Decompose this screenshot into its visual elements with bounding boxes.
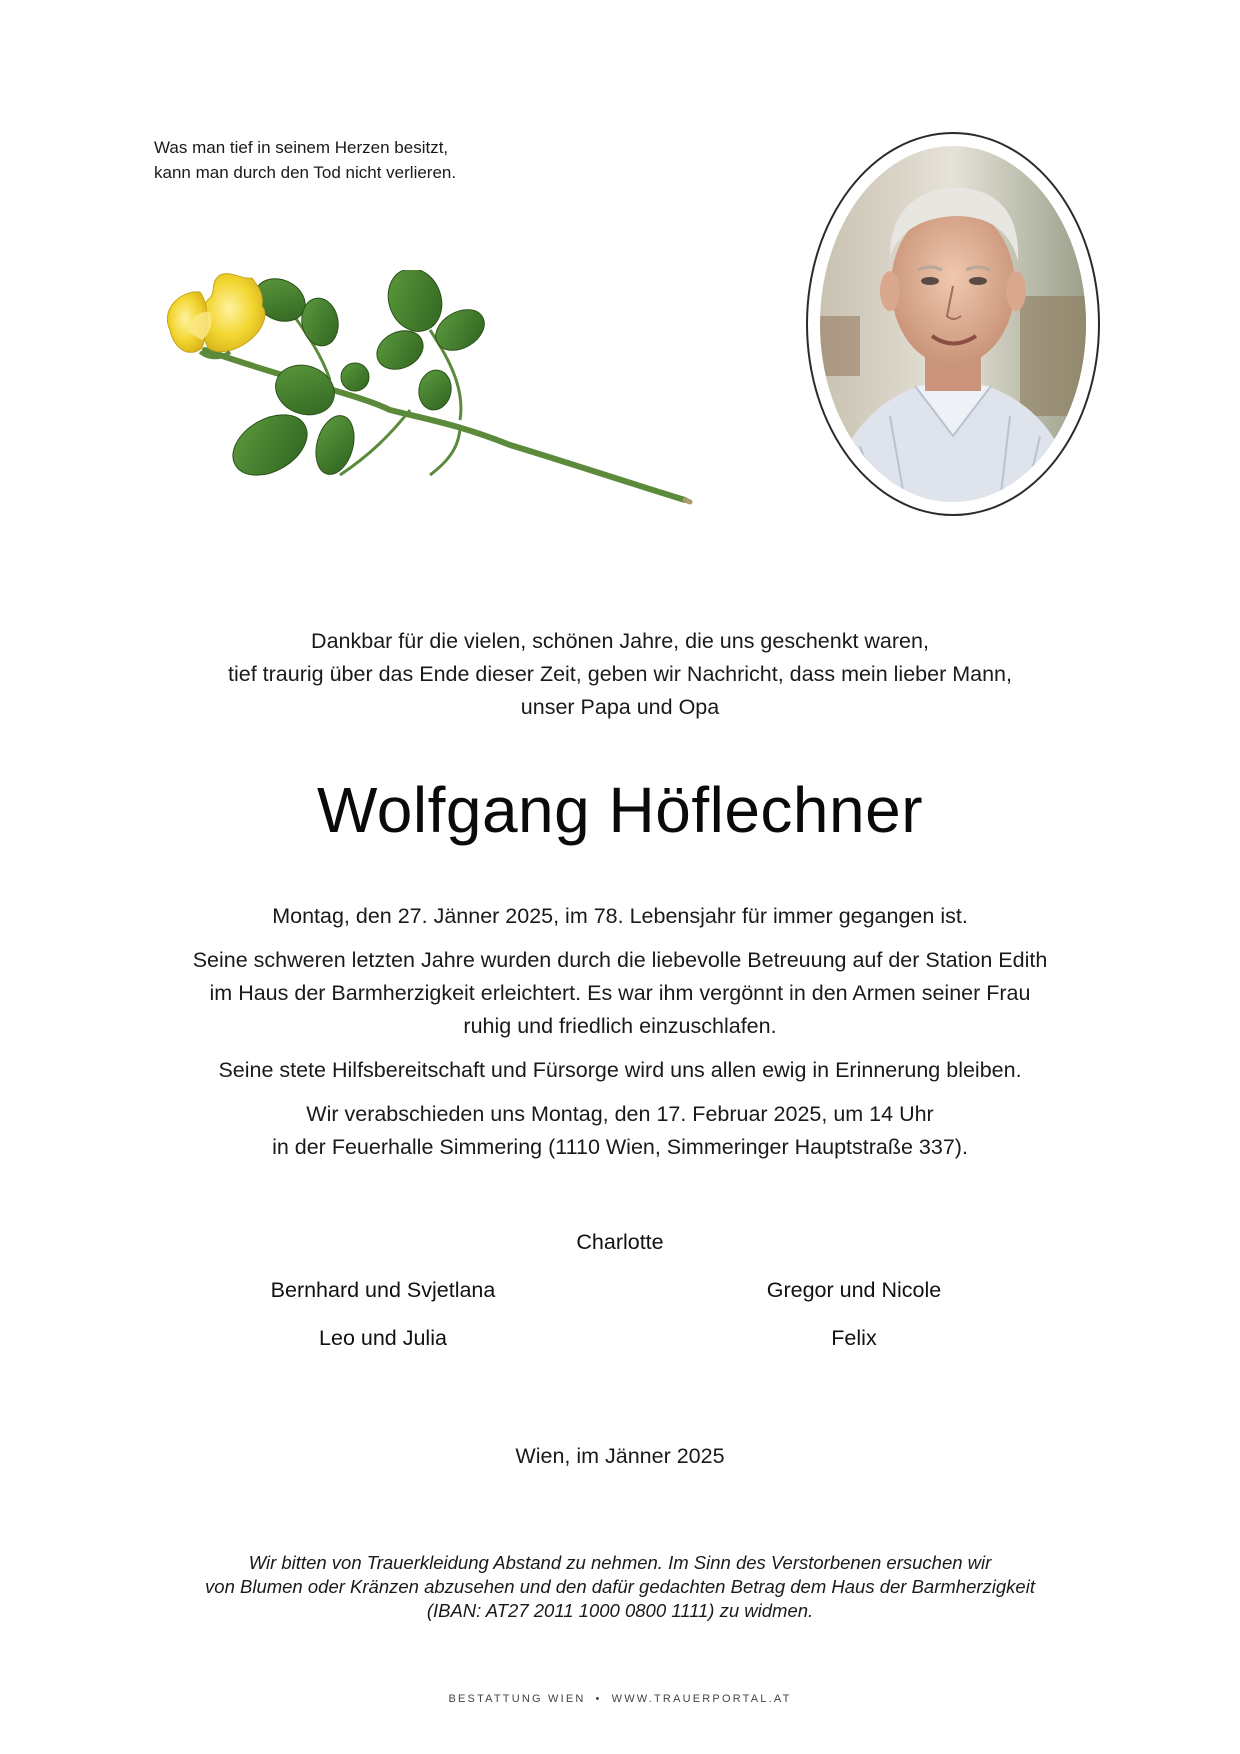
deceased-name: Wolfgang Höflechner <box>317 774 923 846</box>
care-line-3: ruhig und friedlich einzuschlafen. <box>463 1014 777 1038</box>
care-line-1: Seine schweren letzten Jahre wurden durch die liebevolle Betreuung auf der Station Edith <box>192 948 1048 972</box>
donation-note <box>0 1551 1240 1623</box>
mourner-left-2: Leo und Julia <box>319 1326 447 1350</box>
intro-text <box>0 625 1240 724</box>
mourner-left-1: Bernhard und Svjetlana <box>270 1278 496 1302</box>
note-line-2: von Blumen oder Kränzen abzusehen und den dafür gedachten Betrag dem Haus der Barmherzigkeit <box>205 1576 1035 1597</box>
portrait-photo <box>820 146 1086 502</box>
memory-line: Seine stete Hilfsbereitschaft und Fürsorge wird uns allen ewig in Erinnerung bleiben. <box>218 1058 1022 1082</box>
rose-bloom <box>167 274 265 358</box>
mourner-spouse: Charlotte <box>576 1230 664 1254</box>
motto-line-2: kann man durch den Tod nicht verlieren. <box>154 163 457 182</box>
intro-line-3: unser Papa und Opa <box>520 695 720 719</box>
footer <box>0 1693 1240 1705</box>
footer-separator: • <box>595 1693 602 1705</box>
farewell-line-2: in der Feuerhalle Simmering (1110 Wien, Simmeringer Hauptstraße 337). <box>272 1135 968 1159</box>
footer-company: BESTATTUNG WIEN <box>448 1693 586 1705</box>
note-line-3: (IBAN: AT27 2011 1000 0800 1111) zu widmen. <box>426 1600 814 1621</box>
mourner-right-1: Gregor und Nicole <box>766 1278 942 1302</box>
place-date: Wien, im Jänner 2025 <box>515 1444 725 1468</box>
footer-website-link[interactable]: WWW.TRAUERPORTAL.AT <box>611 1693 792 1705</box>
mourner-right-2: Felix <box>831 1326 877 1350</box>
motto-quote <box>154 135 456 185</box>
note-line-1: Wir bitten von Trauerkleidung Abstand zu nehmen. Im Sinn des Verstorbenen ersuchen wir <box>248 1552 992 1573</box>
death-line: Montag, den 27. Jänner 2025, im 78. Lebensjahr für immer gegangen ist. <box>272 904 968 928</box>
care-paragraph <box>0 944 1240 1043</box>
motto-line-1: Was man tief in seinem Herzen besitzt, <box>154 138 449 157</box>
farewell-line-1: Wir verabschieden uns Montag, den 17. Februar 2025, um 14 Uhr <box>306 1102 934 1126</box>
yellow-rose-icon <box>130 270 700 550</box>
intro-line-2: tief traurig über das Ende dieser Zeit, geben wir Nachricht, dass mein lieber Mann, <box>228 662 1012 686</box>
care-line-2: im Haus der Barmherzigkeit erleichtert. Es war ihm vergönnt in den Armen seiner Frau <box>209 981 1031 1005</box>
farewell-paragraph <box>0 1098 1240 1164</box>
intro-line-1: Dankbar für die vielen, schönen Jahre, die uns geschenkt waren, <box>311 629 929 653</box>
person-portrait-icon <box>820 146 1086 502</box>
obituary-body <box>0 900 1240 1175</box>
